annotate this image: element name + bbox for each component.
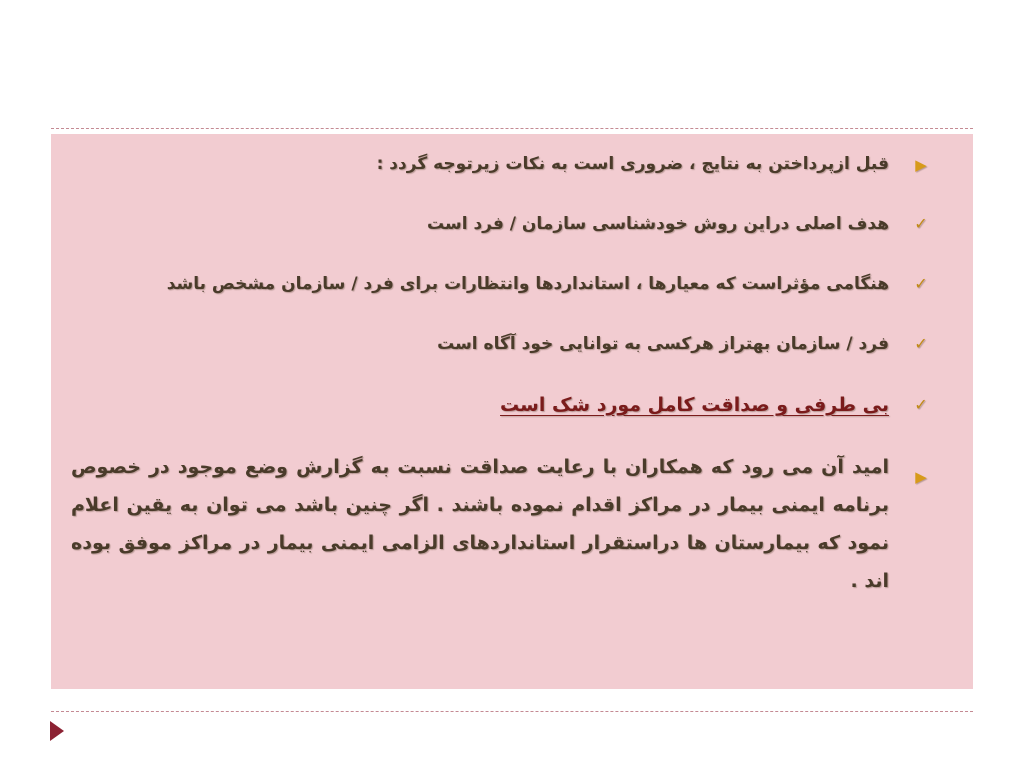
list-item — [71, 212, 933, 236]
item-text: هدف اصلی دراین روش خودشناسی سازمان / فرد است — [426, 214, 889, 234]
checkmark-bullet-icon: ✓ — [914, 214, 928, 233]
bottom-divider — [51, 711, 973, 712]
item-text: قبل ازپرداختن به نتایج ، ضروری است به نکات زیرتوجه گردد : — [376, 154, 889, 174]
list-item-paragraph — [71, 448, 933, 600]
list-item — [71, 332, 933, 356]
content-box — [51, 134, 973, 689]
checkmark-bullet-icon: ✓ — [914, 395, 928, 414]
item-text: هنگامی مؤثراست که معیارها ، استانداردها وانتظارات برای فرد / سازمان مشخص باشد — [166, 274, 889, 294]
item-text: امید آن می رود که همکاران با رعایت صداقت نسبت به گزارش وضع موجود در خصوص برنامه ایمنی بیمار در مراکز اقدام نموده باشند . اگر چنین باشد می توان به یقین اعلام نمود که بیمارستان ها دراستقرار استانداردهای الزامی ایمنی بیمار در مراکز موفق بوده اند . — [71, 456, 889, 592]
list-item — [71, 272, 933, 296]
corner-triangle-icon — [50, 721, 64, 741]
item-text: فرد / سازمان بهتراز هرکسی به توانایی خود آگاه است — [437, 334, 889, 354]
checkmark-bullet-icon: ✓ — [914, 274, 928, 293]
list-item-emphasized — [71, 392, 933, 418]
top-divider — [51, 128, 973, 129]
list-item — [71, 152, 933, 176]
triangle-bullet-icon: ▶ — [915, 468, 927, 486]
bullet-list — [71, 152, 933, 600]
checkmark-bullet-icon: ✓ — [914, 334, 928, 353]
item-text: بی طرفی و صداقت کامل مورد شک است — [500, 394, 889, 416]
triangle-bullet-icon: ▶ — [915, 156, 927, 174]
